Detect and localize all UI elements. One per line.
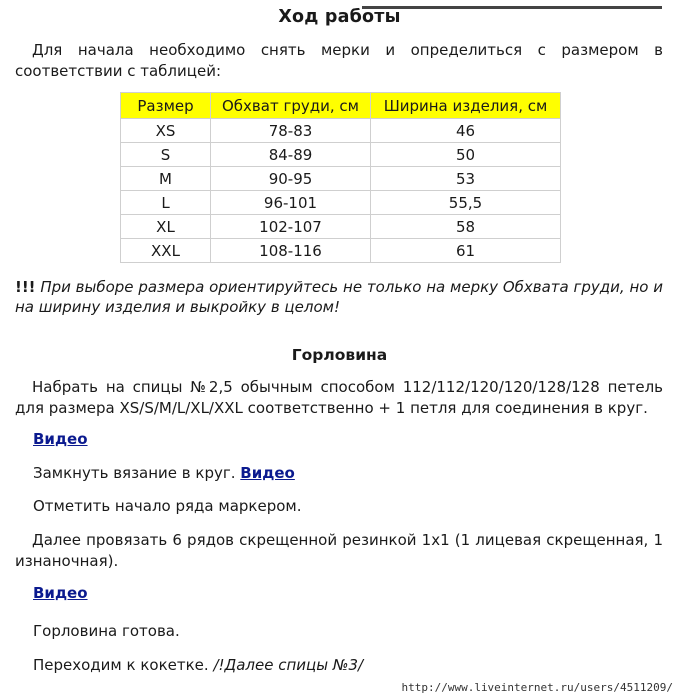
- page-title: Ход работы: [278, 7, 401, 27]
- cell-width: 50: [371, 143, 561, 167]
- cell-width: 55,5: [371, 191, 561, 215]
- video-link[interactable]: Видео: [33, 430, 88, 448]
- next-paragraph: [33, 655, 663, 676]
- table-row: [121, 239, 561, 263]
- rib-paragraph: Далее провязать 6 рядов скрещенной резинкой 1х1 (1 лицевая скрещенная, 1 изнаночная).: [15, 531, 663, 570]
- cell-chest: 96-101: [211, 191, 371, 215]
- note-exclamation: !!!: [15, 278, 36, 296]
- cell-chest: 84-89: [211, 143, 371, 167]
- video-link[interactable]: Видео: [33, 584, 88, 602]
- size-note: [15, 277, 663, 317]
- join-text: Замкнуть вязание в круг.: [33, 464, 236, 482]
- cell-chest: 78-83: [211, 119, 371, 143]
- cell-chest: 108-116: [211, 239, 371, 263]
- table-row: [121, 215, 561, 239]
- marker-paragraph: Отметить начало ряда маркером.: [33, 497, 302, 515]
- header-width: Ширина изделия, см: [371, 93, 561, 119]
- cell-size: XXL: [121, 239, 211, 263]
- cell-size: XS: [121, 119, 211, 143]
- cell-size: S: [121, 143, 211, 167]
- next-needles-text: /!Далее спицы №3/: [213, 656, 364, 674]
- header-chest: Обхват груди, см: [211, 93, 371, 119]
- cast-on-paragraph: Набрать на спицы №2,5 обычным способом 112/112/120/120/128/128 петель для размера XS/S/M/L/XL/XXL соответственно + 1 петля для соединения в круг.: [15, 378, 663, 417]
- cell-size: L: [121, 191, 211, 215]
- table-row: [121, 119, 561, 143]
- cell-chest: 102-107: [211, 215, 371, 239]
- video-link[interactable]: Видео: [240, 464, 295, 482]
- next-text: Переходим к кокетке.: [33, 656, 209, 674]
- table-row: [121, 167, 561, 191]
- size-table-header-row: [121, 93, 561, 119]
- size-table: [120, 92, 561, 263]
- cell-width: 46: [371, 119, 561, 143]
- cell-width: 53: [371, 167, 561, 191]
- table-row: [121, 143, 561, 167]
- neck-done-paragraph: Горловина готова.: [33, 622, 180, 640]
- note-text: При выборе размера ориентируйтесь не только на мерку Обхвата груди, но и на ширину изделия и выкройку в целом!: [15, 278, 663, 316]
- watermark-url: http://www.liveinternet.ru/users/4511209/: [401, 681, 673, 694]
- cell-size: M: [121, 167, 211, 191]
- section-title: Горловина: [291, 346, 388, 364]
- cell-width: 61: [371, 239, 561, 263]
- intro-paragraph: Для начала необходимо снять мерки и определиться с размером в соответствии с таблицей:: [15, 41, 663, 80]
- cell-width: 58: [371, 215, 561, 239]
- cell-size: XL: [121, 215, 211, 239]
- header-size: Размер: [121, 93, 211, 119]
- table-row: [121, 191, 561, 215]
- join-paragraph: [33, 463, 663, 484]
- cell-chest: 90-95: [211, 167, 371, 191]
